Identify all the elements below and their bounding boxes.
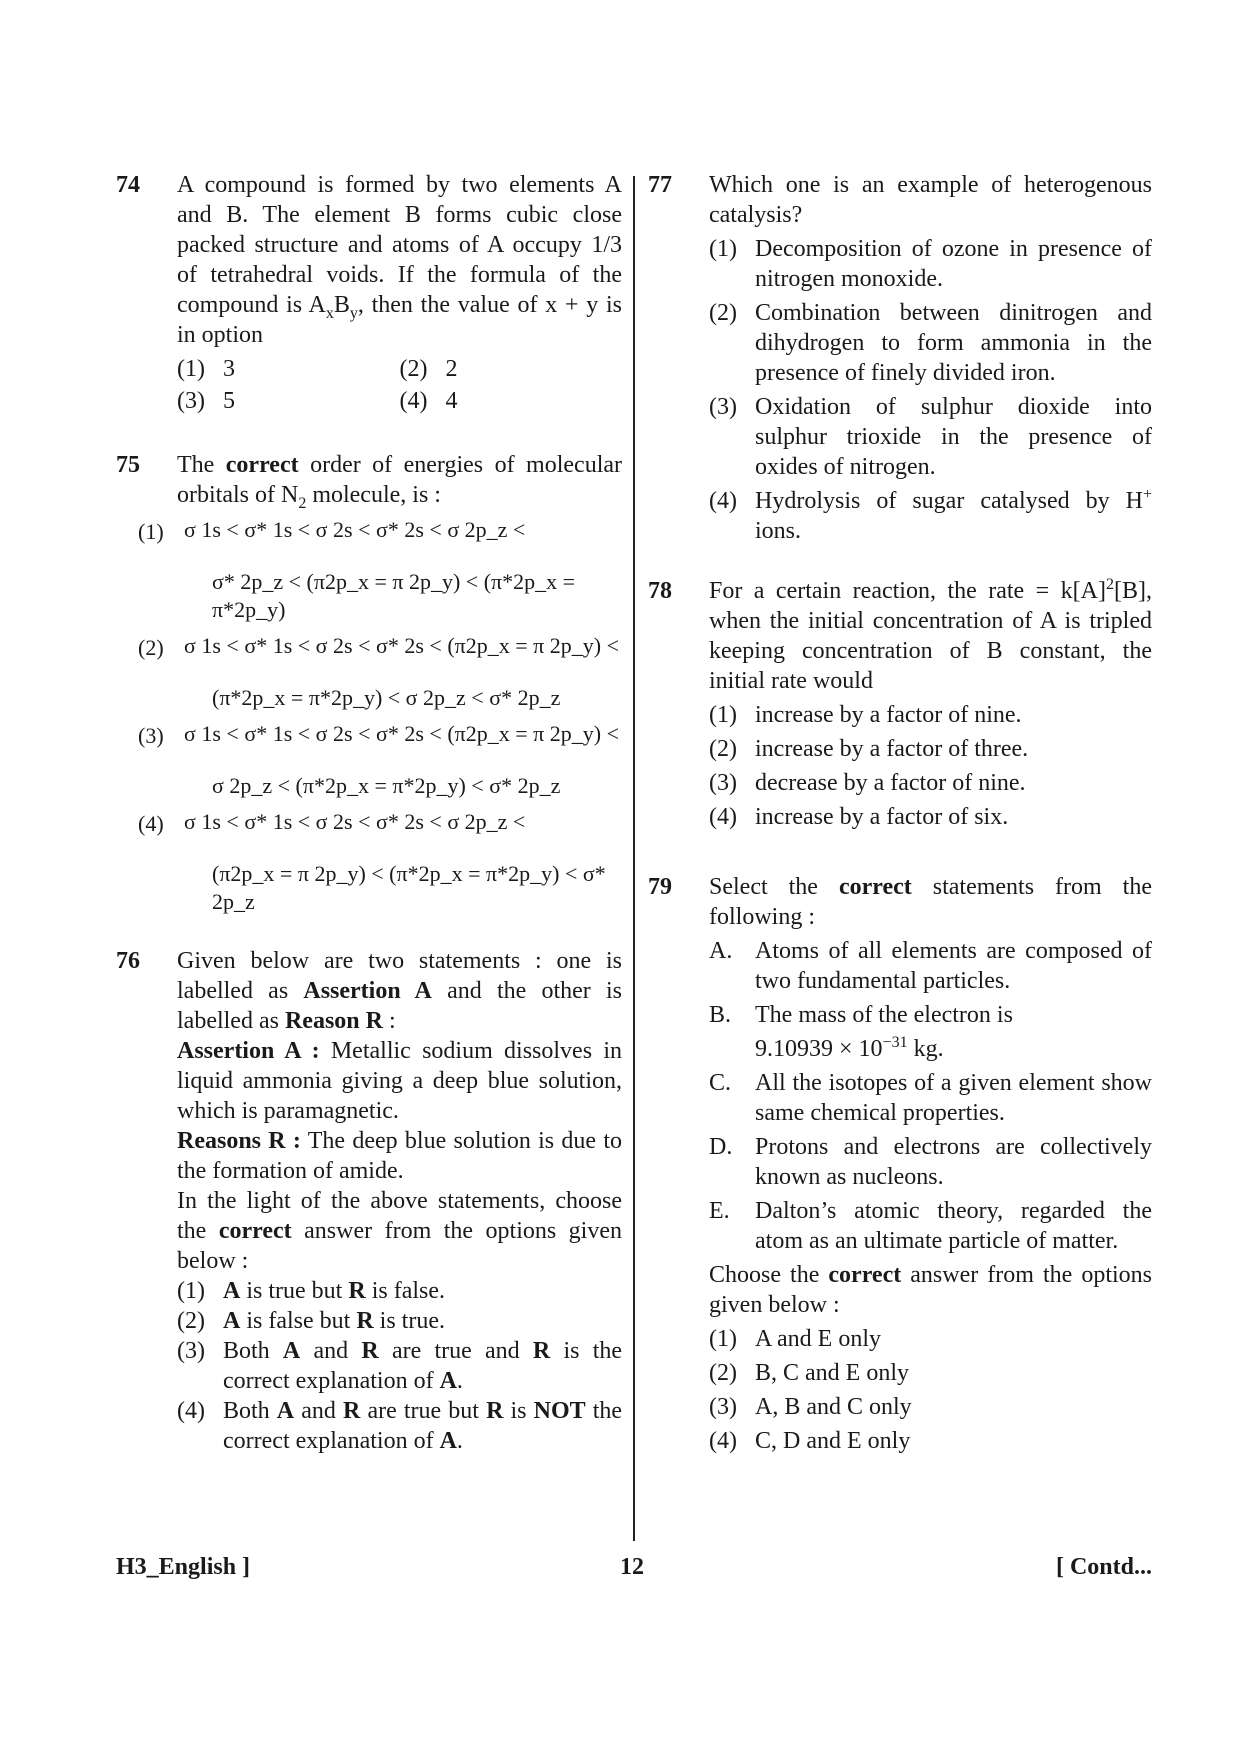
statement-c: C. All the isotopes of a given element show same chemical properties.	[709, 1070, 1152, 1126]
statement-e: E. Dalton’s atomic theory, regarded the atom as an ultimate particle of matter.	[709, 1198, 1152, 1254]
question-number: 78	[648, 578, 672, 604]
option-4[interactable]: (4) Hydrolysis of sugar catalysed by H+ ions.	[709, 486, 1152, 544]
option-3[interactable]: (3) 5	[177, 388, 235, 414]
question-number: 77	[648, 172, 672, 198]
question-78	[648, 576, 1152, 832]
question-75	[116, 450, 622, 510]
question-text: Which one is an example of heterogenous catalysis?	[709, 172, 1152, 228]
statement-b: B. The mass of the electron is $9.10939 \times 10^{-31}$ kg.	[709, 1002, 1013, 1062]
option-4[interactable]: (4) 4	[399, 388, 458, 414]
option-1[interactable]: (1) increase by a factor of nine.	[709, 702, 1022, 728]
option-2[interactable]: (2) 2	[399, 356, 458, 382]
statement-a: A. Atoms of all elements are composed of two fundamental particles.	[709, 938, 1152, 994]
option-line-2: (π2p_x = π 2p_y) < (π*2p_x = π*2p_y) < σ* 2p_z	[212, 861, 606, 914]
option-4[interactable]: (4) Both A and R are true but R is NOT the correct explanation of A.	[177, 1398, 623, 1454]
option-3[interactable]: (3) decrease by a factor of nine.	[709, 770, 1026, 796]
page-number: 12	[620, 1554, 644, 1580]
question-number: 74	[116, 172, 140, 198]
question-77	[648, 170, 1152, 546]
option-1[interactable]: (1) σ 1s < σ* 1s < σ 2s < σ* 2s < σ 2p_z < σ* 2p_z < (π2p_x = π 2p_y) < (π*2p_x = π*2p_y)	[138, 516, 622, 624]
question-text: A compound is formed by two elements A and B. The element B forms cubic close packed structure and atoms of A occupy 1/3 of tetrahedral voids. If the formula of the compound is $A_xB_y$, then the value of x + y is in option	[177, 172, 622, 348]
option-line-2: σ* 2p_z < (π2p_x = π 2p_y) < (π*2p_x = π*2p_y)	[212, 569, 576, 622]
question-intro: Given below are two statements : one is labelled as Assertion A and the other is labelled as Reason R :	[177, 948, 623, 1034]
assertion: Assertion A : Metallic sodium dissolves in liquid ammonia giving a deep blue solution, which is paramagnetic.	[177, 1038, 622, 1124]
option-4[interactable]: (4) C, D and E only	[709, 1428, 911, 1454]
option-3[interactable]: (3) A, B and C only	[709, 1394, 912, 1420]
reason: Reasons R : The deep blue solution is due to the formation of amide.	[177, 1128, 622, 1184]
choose-instruction: In the light of the above statements, choose the correct answer from the options given below :	[177, 1188, 622, 1274]
option-3[interactable]: (3) Oxidation of sulphur dioxide into sulphur trioxide in the presence of oxides of nitrogen.	[709, 394, 1152, 480]
option-4[interactable]: (4) increase by a factor of six.	[709, 804, 1009, 830]
question-text: Select the correct statements from the following :	[709, 874, 1152, 930]
options	[177, 354, 622, 418]
option-line-1: σ 1s < σ* 1s < σ 2s < σ* 2s < (π2p_x = π 2p_y) <	[184, 633, 619, 658]
statement-d: D. Protons and electrons are collectively known as nucleons.	[709, 1134, 1152, 1190]
question-74	[116, 170, 622, 418]
column-divider	[633, 176, 635, 1541]
option-1[interactable]: (1) A is true but R is false.	[177, 1278, 445, 1304]
question-79	[648, 872, 1152, 1456]
footer-right: [ Contd...	[1055, 1554, 1152, 1580]
option-line-1: σ 1s < σ* 1s < σ 2s < σ* 2s < σ 2p_z <	[184, 809, 526, 834]
option-3[interactable]: (3) σ 1s < σ* 1s < σ 2s < σ* 2s < (π2p_x = π 2p_y) < σ 2p_z < (π*2p_x = π*2p_y) < σ* 2p_z	[138, 720, 622, 800]
option-1[interactable]: (1) Decomposition of ozone in presence of nitrogen monoxide.	[709, 236, 1152, 292]
question-number: 76	[116, 948, 140, 974]
question-number: 75	[116, 452, 140, 478]
question-76	[116, 946, 622, 1456]
question-text: For a certain reaction, the rate = $k[A]^2[B]$, when the initial concentration of A is tripled keeping concentration of B constant, the initial rate would	[709, 576, 1152, 694]
mo-options	[116, 516, 622, 916]
option-3[interactable]: (3) Both A and R are true and R is the correct explanation of A.	[177, 1338, 623, 1394]
option-4[interactable]: (4) σ 1s < σ* 1s < σ 2s < σ* 2s < σ 2p_z < (π2p_x = π 2p_y) < (π*2p_x = π*2p_y) < σ* 2p_z	[138, 808, 622, 916]
right-column	[648, 170, 1152, 1456]
option-1[interactable]: (1) A and E only	[709, 1326, 881, 1352]
option-2[interactable]: (2) σ 1s < σ* 1s < σ 2s < σ* 2s < (π2p_x = π 2p_y) < (π*2p_x = π*2p_y) < σ 2p_z < σ* 2p_z	[138, 632, 622, 712]
question-number: 79	[648, 874, 672, 900]
option-2[interactable]: (2) Combination between dinitrogen and dihydrogen to form ammonia in the presence of finely divided iron.	[709, 300, 1152, 386]
option-line-1: σ 1s < σ* 1s < σ 2s < σ* 2s < (π2p_x = π 2p_y) <	[184, 721, 619, 746]
option-2[interactable]: (2) increase by a factor of three.	[709, 736, 1029, 762]
choose-instruction: Choose the correct answer from the options given below :	[709, 1262, 1153, 1318]
option-line-2: (π*2p_x = π*2p_y) < σ 2p_z < σ* 2p_z	[212, 685, 561, 710]
option-line-1: σ 1s < σ* 1s < σ 2s < σ* 2s < σ 2p_z <	[184, 517, 526, 542]
left-column	[116, 170, 622, 1456]
footer-left: H3_English ]	[116, 1554, 251, 1580]
question-text: The correct order of energies of molecular orbitals of $N_2$ molecule, is :	[177, 452, 623, 512]
option-1[interactable]: (1) 3	[177, 356, 235, 382]
option-2[interactable]: (2) A is false but R is true.	[177, 1308, 445, 1334]
option-2[interactable]: (2) B, C and E only	[709, 1360, 909, 1386]
option-line-2: σ 2p_z < (π*2p_x = π*2p_y) < σ* 2p_z	[212, 773, 561, 798]
